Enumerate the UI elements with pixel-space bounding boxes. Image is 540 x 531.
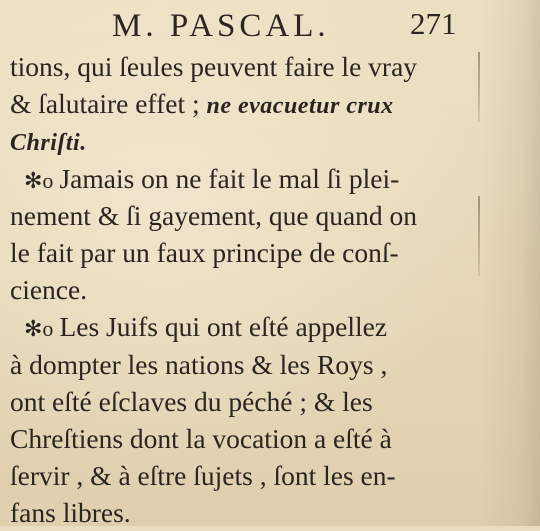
text-line (10, 271, 480, 308)
text-line (10, 197, 480, 234)
text-line (10, 457, 480, 494)
text-line (10, 383, 480, 420)
text-span: tions, qui ſeules peuvent faire le vray (10, 51, 418, 82)
text-span: Chreſtiens dont la vocation a eſté à (10, 422, 392, 454)
body-text (10, 48, 480, 531)
running-head: M. PASCAL. (112, 8, 330, 44)
text-line (10, 122, 480, 159)
text-span: Jamais on ne fait le mal ſi plei- (59, 162, 400, 194)
text-line (10, 420, 480, 457)
page-gutter-shadow (480, 0, 540, 526)
text-span: à dompter les nations & les Roys , (10, 348, 388, 380)
fleuron-ornament-icon: ✻o (24, 316, 54, 342)
text-span: & ſalutaire effet ; (10, 88, 207, 120)
text-span: nement & ſi gayement, que quand on (10, 199, 418, 231)
page-header (0, 6, 540, 46)
text-line (10, 85, 480, 122)
fleuron-ornament-icon: ✻o (24, 167, 54, 193)
page-number: 271 (410, 6, 457, 41)
latin-quote: Chriſti. (10, 130, 87, 157)
text-line (10, 308, 480, 345)
margin-rule (478, 52, 480, 122)
text-span: ſervir , & à eſtre ſujets , ſont les en- (10, 460, 396, 492)
text-span: fans libres. (10, 497, 131, 529)
text-line (10, 48, 480, 85)
text-line (10, 234, 480, 271)
text-line (10, 494, 480, 531)
text-span: le fait par un faux principe de conſ- (10, 236, 399, 268)
text-span: Les Juifs qui ont eſté appellez (59, 311, 388, 343)
text-span: ont eſté eſclaves du péché ; & les (10, 385, 373, 417)
latin-quote: ne evacuetur crux (206, 93, 394, 120)
text-span: cience. (10, 274, 88, 306)
margin-rule (478, 196, 480, 276)
text-line (10, 346, 480, 383)
text-line (10, 160, 480, 197)
